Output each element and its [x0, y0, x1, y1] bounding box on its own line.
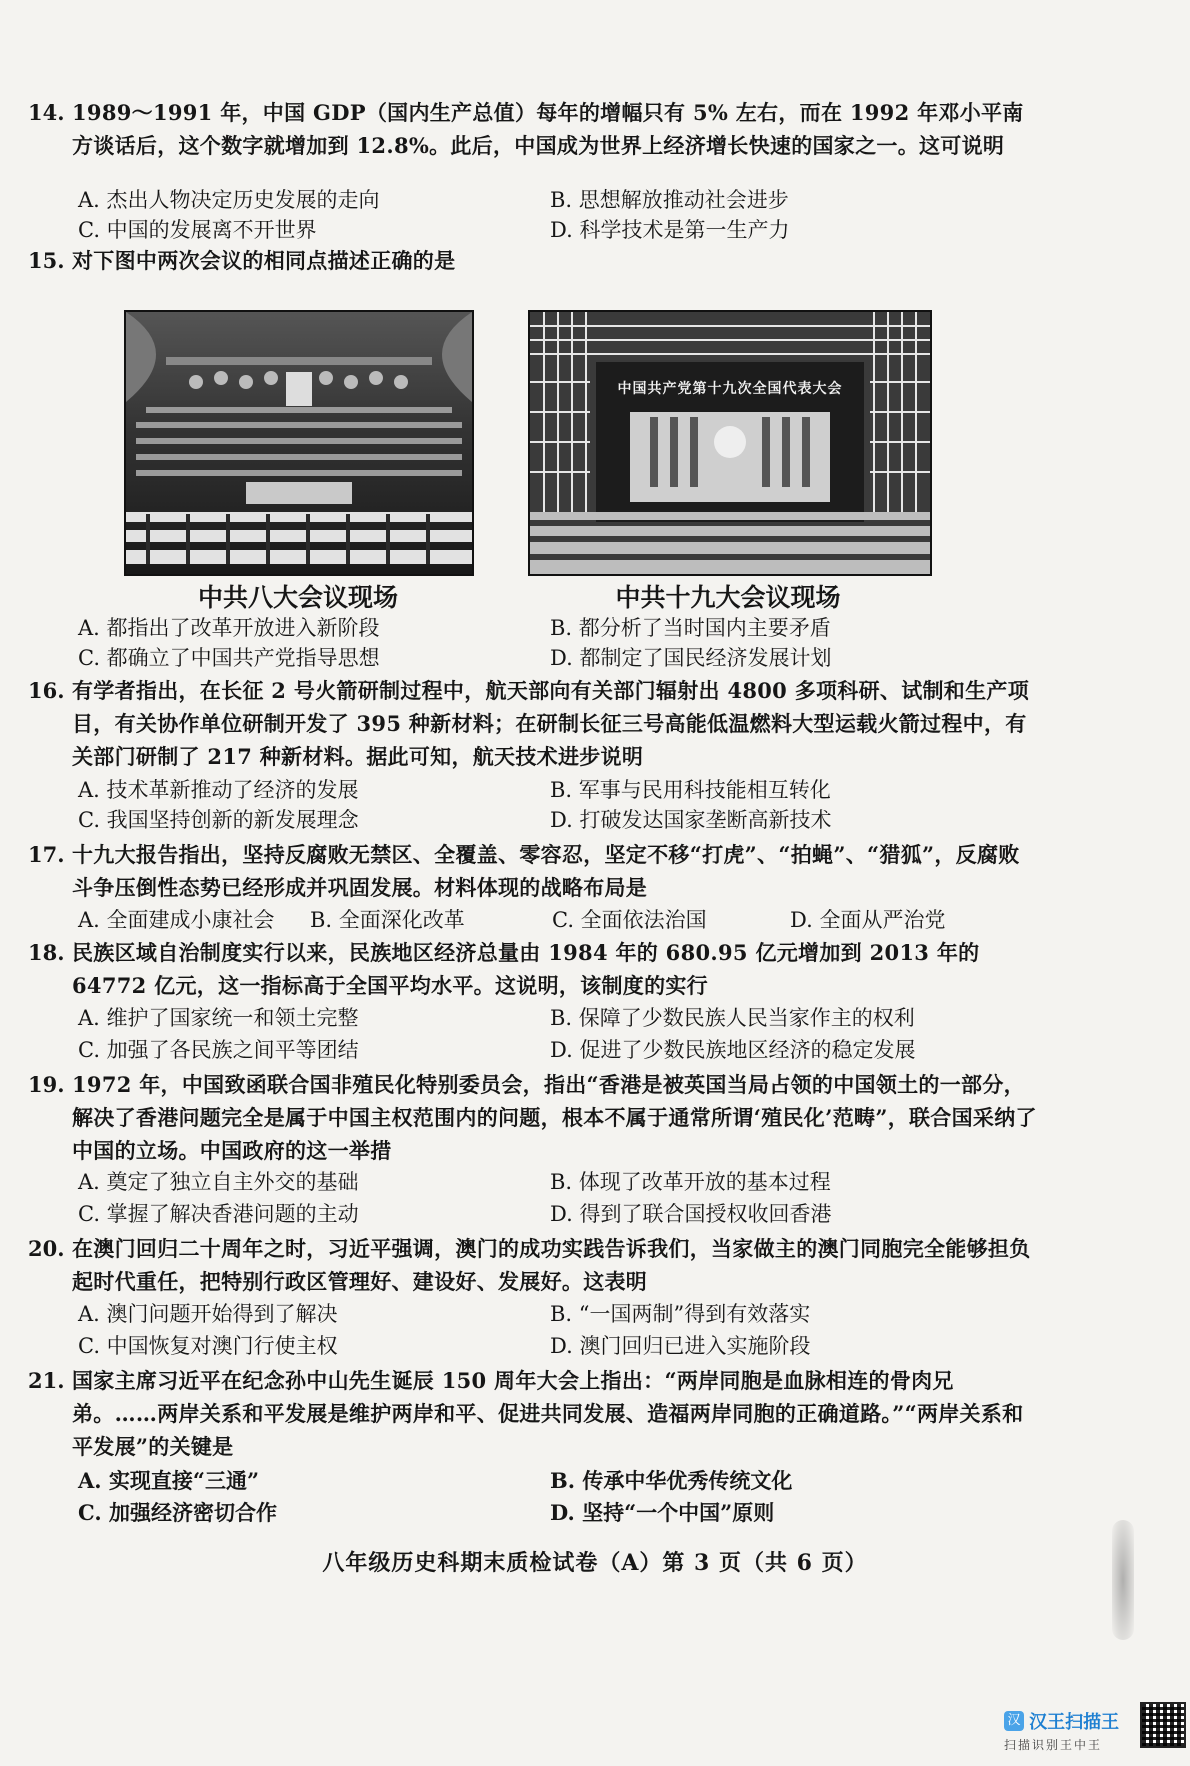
option-d[interactable]: D. 科学技术是第一生产力: [550, 218, 790, 242]
option-c[interactable]: C. 都确立了中国共产党指导思想: [78, 646, 380, 670]
option-c[interactable]: C. 中国恢复对澳门行使主权: [78, 1334, 338, 1358]
option-b[interactable]: B. 思想解放推动社会进步: [550, 188, 789, 212]
option-a[interactable]: A. 技术革新推动了经济的发展: [78, 778, 359, 802]
question-stem: 在澳门回归二十周年之时，习近平强调，澳门的成功实践告诉我们，当家做主的澳门同胞完全能够担负起时代重任，把特别行政区管理好、建设好、发展好。这表明: [72, 1236, 1031, 1294]
option-a[interactable]: A. 都指出了改革开放进入新阶段: [78, 616, 380, 640]
option-c[interactable]: C. 中国的发展离不开世界: [78, 218, 317, 242]
option-c[interactable]: C. 加强经济密切合作: [78, 1500, 277, 1525]
scanner-brand-name: 汉王扫描王: [1029, 1712, 1120, 1733]
option-c[interactable]: C. 我国坚持创新的新发展理念: [78, 808, 359, 832]
question-number: 19.: [28, 1072, 65, 1097]
question-21: [28, 1364, 1038, 1463]
option-d[interactable]: D. 打破发达国家垄断高新技术: [550, 808, 832, 832]
option-b[interactable]: B. “一国两制”得到有效落实: [550, 1302, 811, 1326]
option-b[interactable]: B. 体现了改革开放的基本过程: [550, 1170, 831, 1194]
question-number: 21.: [28, 1368, 65, 1393]
question-stem: 国家主席习近平在纪念孙中山先生诞辰 150 周年大会上指出：“两岸同胞是血脉相连的骨肉兄弟。……两岸关系和平发展是维护两岸和平、促进共同发展、造福两岸同胞的正确道路。”“两岸关系和平发展”的关键是: [72, 1368, 1024, 1459]
option-a[interactable]: A. 澳门问题开始得到了解决: [78, 1302, 338, 1326]
option-a[interactable]: A. 实现直接“三通”: [78, 1468, 260, 1493]
question-stem: 1989～1991 年，中国 GDP（国内生产总值）每年的增幅只有 5% 左右，而在 1992 年邓小平南方谈话后，这个数字就增加到 12.8%。此后，中国成为世界上经济增长快速的国家之一。这可说明: [72, 100, 1024, 158]
option-d[interactable]: D. 促进了少数民族地区经济的稳定发展: [550, 1038, 916, 1062]
question-15: [28, 244, 1038, 277]
banner-text: 中国共产党第十九次全国代表大会: [617, 381, 843, 397]
option-b[interactable]: B. 全面深化改革: [310, 908, 465, 932]
option-d[interactable]: D. 都制定了国民经济发展计划: [550, 646, 832, 670]
question-14: [28, 96, 1038, 162]
question-18: [28, 936, 1038, 1002]
option-b[interactable]: B. 军事与民用科技能相互转化: [550, 778, 831, 802]
photo-19th-congress: [528, 310, 932, 576]
question-number: 16.: [28, 678, 65, 703]
option-a[interactable]: A. 杰出人物决定历史发展的走向: [78, 188, 380, 212]
option-b[interactable]: B. 传承中华优秀传统文化: [550, 1468, 793, 1493]
question-16: [28, 674, 1038, 773]
question-stem: 民族区域自治制度实行以来，民族地区经济总量由 1984 年的 680.95 亿元增加到 2013 年的 64772 亿元，这一指标高于全国平均水平。这说明，该制度的实行: [72, 940, 980, 998]
question-20: [28, 1232, 1038, 1298]
scan-smudge: [1112, 1520, 1134, 1640]
question-stem: 对下图中两次会议的相同点描述正确的是: [72, 248, 456, 273]
photo-icon: [530, 312, 930, 574]
question-stem: 有学者指出，在长征 2 号火箭研制过程中，航天部向有关部门辐射出 4800 多项科研、试制和生产项目，有关协作单位研制开发了 395 种新材料；在研制长征三号高能低温燃料大型运载火箭过程中，有关部门研制了 217 种新材料。据此可知，航天技术进步说明: [72, 678, 1029, 769]
question-number: 20.: [28, 1236, 65, 1261]
question-19: [28, 1068, 1038, 1167]
option-c[interactable]: C. 全面依法治国: [552, 908, 707, 932]
option-d[interactable]: D. 全面从严治党: [790, 908, 946, 932]
option-a[interactable]: A. 奠定了独立自主外交的基础: [78, 1170, 359, 1194]
scanner-watermark: [1004, 1708, 1134, 1753]
option-a[interactable]: A. 全面建成小康社会: [78, 908, 275, 932]
option-d[interactable]: D. 坚持“一个中国”原则: [550, 1500, 775, 1525]
photo-caption: 中共八大会议现场: [197, 583, 398, 612]
question-number: 18.: [28, 940, 65, 965]
option-c[interactable]: C. 加强了各民族之间平等团结: [78, 1038, 359, 1062]
question-17: [28, 838, 1038, 904]
option-d[interactable]: D. 得到了联合国授权收回香港: [550, 1202, 832, 1226]
photo-caption: 中共十九大会议现场: [615, 583, 841, 612]
option-b[interactable]: B. 保障了少数民族人民当家作主的权利: [550, 1006, 915, 1030]
option-a[interactable]: A. 维护了国家统一和领土完整: [78, 1006, 359, 1030]
photo-8th-congress: [124, 310, 474, 576]
scanner-brand-slogan: 扫描识别王中王: [1004, 1738, 1103, 1752]
option-d[interactable]: D. 澳门回归已进入实施阶段: [550, 1334, 811, 1358]
question-number: 15.: [28, 248, 65, 273]
question-stem: 十九大报告指出，坚持反腐败无禁区、全覆盖、零容忍，坚定不移“打虎”、“拍蝇”、“猎狐”，反腐败斗争压倒性态势已经形成并巩固发展。材料体现的战略布局是: [72, 842, 1020, 900]
photo-icon: [126, 312, 472, 574]
option-c[interactable]: C. 掌握了解决香港问题的主动: [78, 1202, 359, 1226]
scanner-logo-icon: 汉: [1004, 1711, 1024, 1731]
option-b[interactable]: B. 都分析了当时国内主要矛盾: [550, 616, 831, 640]
question-number: 14.: [28, 100, 65, 125]
qr-code-icon: [1140, 1702, 1186, 1748]
question-number: 17.: [28, 842, 65, 867]
page-footer: 八年级历史科期末质检试卷（A）第 3 页（共 6 页）: [322, 1550, 868, 1576]
question-stem: 1972 年，中国致函联合国非殖民化特别委员会，指出“香港是被英国当局占领的中国领土的一部分，解决了香港问题完全是属于中国主权范围内的问题，根本不属于通常所谓‘殖民化’范畴”，联合国采纳了中国的立场。中国政府的这一举措: [72, 1072, 1037, 1163]
